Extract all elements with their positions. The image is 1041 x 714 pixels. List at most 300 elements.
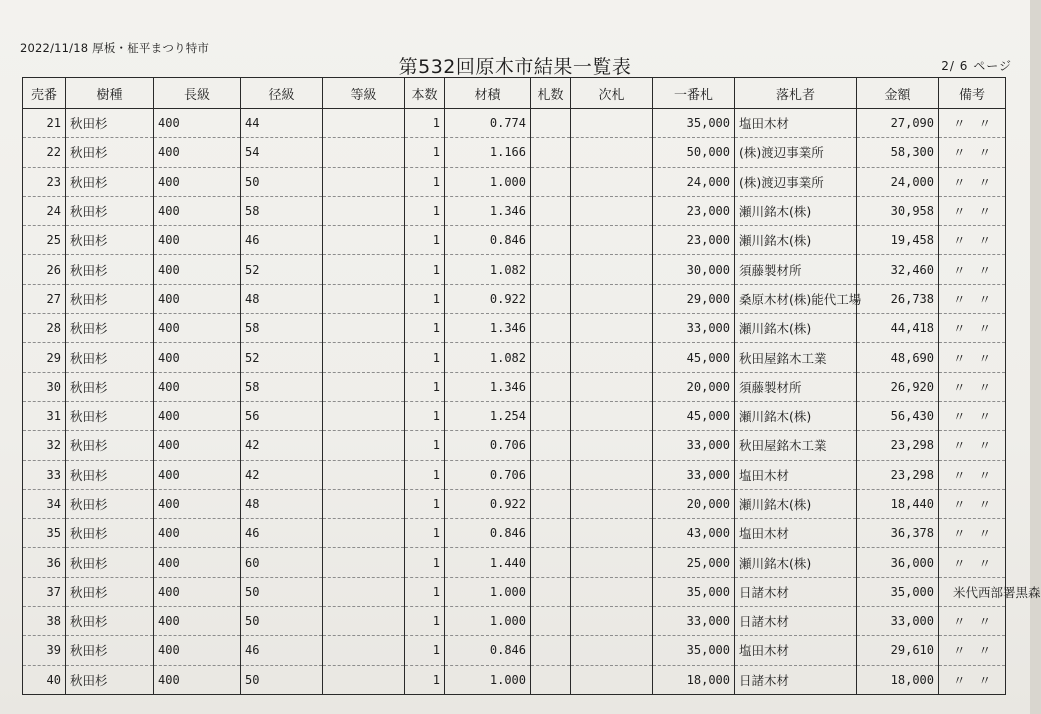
cell-next	[571, 636, 653, 665]
cell-grade	[323, 519, 405, 548]
cell-volume: 0.846	[445, 226, 531, 255]
cell-first: 33,000	[653, 431, 735, 460]
cell-species: 秋田杉	[66, 431, 154, 460]
cell-note1: 〃	[953, 409, 966, 425]
cell-diameter: 50	[241, 167, 323, 196]
cell-length: 400	[154, 196, 241, 225]
note-wrapper	[943, 290, 1001, 308]
table-row	[23, 109, 1006, 138]
cell-length: 400	[154, 431, 241, 460]
cell-next	[571, 138, 653, 167]
cell-bids	[531, 255, 571, 284]
cell-note1: 〃	[953, 438, 966, 454]
cell-next	[571, 284, 653, 313]
table-row	[23, 665, 1006, 694]
cell-first: 50,000	[653, 138, 735, 167]
cell-diameter: 42	[241, 431, 323, 460]
cell-grade	[323, 226, 405, 255]
column-header: 材積	[445, 78, 531, 109]
cell-amount: 56,430	[857, 401, 939, 430]
cell-next	[571, 372, 653, 401]
cell-next	[571, 519, 653, 548]
table-row	[23, 401, 1006, 430]
cell-note1: 〃	[953, 145, 966, 161]
cell-note1: 〃	[953, 643, 966, 659]
cell-length: 400	[154, 343, 241, 372]
note-wrapper	[943, 114, 1001, 132]
cell-bids	[531, 372, 571, 401]
cell-note2: 〃	[978, 614, 991, 630]
note-wrapper	[943, 202, 1001, 220]
cell-note	[939, 401, 1006, 430]
cell-amount: 18,000	[857, 665, 939, 694]
cell-next	[571, 226, 653, 255]
column-header: 一番札	[653, 78, 735, 109]
cell-length: 400	[154, 401, 241, 430]
column-header: 樹種	[66, 78, 154, 109]
cell-note	[939, 372, 1006, 401]
cell-grade	[323, 548, 405, 577]
cell-no: 38	[23, 607, 66, 636]
cell-first: 43,000	[653, 519, 735, 548]
cell-bids	[531, 109, 571, 138]
cell-winner: 日諸木材	[735, 607, 857, 636]
cell-note2: 〃	[978, 145, 991, 161]
cell-volume: 1.346	[445, 314, 531, 343]
cell-no: 36	[23, 548, 66, 577]
cell-grade	[323, 255, 405, 284]
cell-first: 20,000	[653, 372, 735, 401]
cell-no: 30	[23, 372, 66, 401]
cell-length: 400	[154, 460, 241, 489]
cell-grade	[323, 636, 405, 665]
cell-no: 33	[23, 460, 66, 489]
cell-winner: 塩田木材	[735, 636, 857, 665]
cell-volume: 1.082	[445, 343, 531, 372]
cell-first: 45,000	[653, 401, 735, 430]
cell-note1: 〃	[953, 321, 966, 337]
cell-diameter: 50	[241, 607, 323, 636]
cell-length: 400	[154, 665, 241, 694]
cell-diameter: 46	[241, 226, 323, 255]
cell-count: 1	[405, 665, 445, 694]
cell-count: 1	[405, 636, 445, 665]
cell-amount: 44,418	[857, 314, 939, 343]
cell-grade	[323, 314, 405, 343]
cell-note	[939, 109, 1006, 138]
note-wrapper	[943, 554, 1001, 572]
cell-no: 40	[23, 665, 66, 694]
cell-diameter: 50	[241, 665, 323, 694]
cell-grade	[323, 372, 405, 401]
cell-first: 30,000	[653, 255, 735, 284]
table-row	[23, 372, 1006, 401]
column-header: 売番	[23, 78, 66, 109]
cell-note2: 〃	[978, 291, 991, 307]
cell-length: 400	[154, 226, 241, 255]
cell-grade	[323, 167, 405, 196]
cell-bids	[531, 577, 571, 606]
table-row	[23, 255, 1006, 284]
cell-no: 23	[23, 167, 66, 196]
cell-no: 37	[23, 577, 66, 606]
cell-note	[939, 138, 1006, 167]
column-header: 落札者	[735, 78, 857, 109]
column-header: 径級	[241, 78, 323, 109]
table-row	[23, 226, 1006, 255]
cell-amount: 33,000	[857, 607, 939, 636]
cell-note	[939, 431, 1006, 460]
cell-amount: 27,090	[857, 109, 939, 138]
cell-first: 35,000	[653, 577, 735, 606]
table-row	[23, 343, 1006, 372]
cell-diameter: 58	[241, 372, 323, 401]
cell-count: 1	[405, 284, 445, 313]
cell-winner: 瀬川銘木(株)	[735, 314, 857, 343]
cell-note1: 〃	[953, 497, 966, 512]
cell-grade	[323, 489, 405, 518]
results-table	[22, 77, 1041, 695]
cell-note	[939, 548, 1006, 577]
note-wrapper	[943, 378, 1001, 396]
cell-bids	[531, 607, 571, 636]
cell-note1: 〃	[953, 233, 966, 249]
cell-no: 21	[23, 109, 66, 138]
cell-note2: 黒森	[1015, 584, 1041, 600]
cell-count: 1	[405, 519, 445, 548]
cell-no: 26	[23, 255, 66, 284]
note-wrapper	[943, 319, 1001, 337]
cell-length: 400	[154, 138, 241, 167]
cell-note	[939, 167, 1006, 196]
cell-first: 18,000	[653, 665, 735, 694]
cell-grade	[323, 401, 405, 430]
cell-length: 400	[154, 489, 241, 518]
cell-next	[571, 343, 653, 372]
cell-species: 秋田杉	[66, 284, 154, 313]
cell-bids	[531, 314, 571, 343]
note-wrapper	[943, 583, 1041, 601]
cell-bids	[531, 284, 571, 313]
cell-volume: 1.254	[445, 401, 531, 430]
cell-amount: 23,298	[857, 460, 939, 489]
cell-note2: 〃	[978, 350, 991, 366]
cell-amount: 24,000	[857, 167, 939, 196]
cell-note1: 〃	[953, 467, 966, 483]
column-header: 長級	[154, 78, 241, 109]
cell-diameter: 54	[241, 138, 323, 167]
cell-note	[939, 607, 1006, 636]
cell-first: 45,000	[653, 343, 735, 372]
cell-note2: 〃	[978, 672, 991, 688]
cell-note1: 〃	[953, 614, 966, 630]
cell-first: 24,000	[653, 167, 735, 196]
cell-winner: 塩田木材	[735, 460, 857, 489]
cell-note	[939, 343, 1006, 372]
cell-note2: 〃	[978, 321, 991, 337]
cell-note2: 〃	[978, 438, 991, 454]
note-wrapper	[943, 524, 1001, 542]
cell-amount: 29,610	[857, 636, 939, 665]
note-wrapper	[943, 261, 1001, 279]
cell-no: 29	[23, 343, 66, 372]
cell-length: 400	[154, 167, 241, 196]
cell-amount: 36,000	[857, 548, 939, 577]
cell-next	[571, 577, 653, 606]
cell-note	[939, 314, 1006, 343]
cell-diameter: 52	[241, 255, 323, 284]
cell-length: 400	[154, 577, 241, 606]
cell-amount: 36,378	[857, 519, 939, 548]
cell-next	[571, 255, 653, 284]
cell-volume: 1.346	[445, 196, 531, 225]
cell-winner: 瀬川銘木(株)	[735, 226, 857, 255]
cell-note2: 〃	[978, 497, 991, 512]
cell-next	[571, 665, 653, 694]
cell-grade	[323, 343, 405, 372]
cell-note	[939, 196, 1006, 225]
cell-length: 400	[154, 519, 241, 548]
cell-grade	[323, 431, 405, 460]
cell-species: 秋田杉	[66, 167, 154, 196]
table-row	[23, 519, 1006, 548]
note-wrapper	[943, 143, 1001, 161]
cell-grade	[323, 665, 405, 694]
cell-note2: 〃	[978, 233, 991, 249]
cell-count: 1	[405, 196, 445, 225]
cell-volume: 1.346	[445, 372, 531, 401]
cell-first: 35,000	[653, 636, 735, 665]
cell-volume: 0.846	[445, 519, 531, 548]
cell-note2: 〃	[978, 526, 991, 542]
cell-no: 35	[23, 519, 66, 548]
cell-species: 秋田杉	[66, 577, 154, 606]
cell-note	[939, 519, 1006, 548]
cell-note	[939, 636, 1006, 665]
column-header: 等級	[323, 78, 405, 109]
note-wrapper	[943, 349, 1001, 367]
table-row	[23, 284, 1006, 313]
cell-next	[571, 401, 653, 430]
cell-bids	[531, 636, 571, 665]
column-header: 札数	[531, 78, 571, 109]
cell-winner: 秋田屋銘木工業	[735, 431, 857, 460]
cell-volume: 0.922	[445, 284, 531, 313]
cell-count: 1	[405, 607, 445, 636]
table-row	[23, 577, 1006, 606]
cell-volume: 0.706	[445, 460, 531, 489]
cell-note1: 〃	[953, 555, 966, 571]
cell-species: 秋田杉	[66, 519, 154, 548]
cell-diameter: 48	[241, 284, 323, 313]
cell-diameter: 58	[241, 314, 323, 343]
cell-bids	[531, 548, 571, 577]
cell-count: 1	[405, 431, 445, 460]
cell-diameter: 48	[241, 489, 323, 518]
table-row	[23, 548, 1006, 577]
note-wrapper	[943, 407, 1001, 425]
cell-count: 1	[405, 577, 445, 606]
cell-grade	[323, 196, 405, 225]
cell-no: 27	[23, 284, 66, 313]
note-wrapper	[943, 436, 1001, 454]
cell-count: 1	[405, 255, 445, 284]
cell-grade	[323, 460, 405, 489]
cell-first: 23,000	[653, 226, 735, 255]
cell-next	[571, 196, 653, 225]
cell-diameter: 50	[241, 577, 323, 606]
cell-winner: 須藤製材所	[735, 372, 857, 401]
cell-volume: 1.440	[445, 548, 531, 577]
cell-winner: 瀬川銘木(株)	[735, 548, 857, 577]
cell-grade	[323, 138, 405, 167]
table-row	[23, 489, 1006, 518]
cell-species: 秋田杉	[66, 607, 154, 636]
cell-note2: 〃	[978, 116, 991, 132]
cell-note2: 〃	[978, 555, 991, 571]
cell-note1: 〃	[953, 291, 966, 307]
cell-note2: 〃	[978, 204, 991, 220]
cell-first: 33,000	[653, 460, 735, 489]
cell-species: 秋田杉	[66, 255, 154, 284]
table-row	[23, 636, 1006, 665]
cell-note1: 〃	[953, 204, 966, 220]
cell-no: 24	[23, 196, 66, 225]
table-row	[23, 196, 1006, 225]
cell-no: 31	[23, 401, 66, 430]
cell-note	[939, 226, 1006, 255]
cell-count: 1	[405, 226, 445, 255]
cell-volume: 0.706	[445, 431, 531, 460]
cell-amount: 30,958	[857, 196, 939, 225]
cell-first: 33,000	[653, 607, 735, 636]
cell-length: 400	[154, 255, 241, 284]
column-header: 備考	[939, 78, 1006, 109]
cell-amount: 58,300	[857, 138, 939, 167]
cell-next	[571, 489, 653, 518]
cell-winner: 秋田屋銘木工業	[735, 343, 857, 372]
cell-next	[571, 460, 653, 489]
cell-bids	[531, 343, 571, 372]
cell-no: 39	[23, 636, 66, 665]
cell-no: 25	[23, 226, 66, 255]
cell-next	[571, 109, 653, 138]
cell-count: 1	[405, 372, 445, 401]
cell-no: 32	[23, 431, 66, 460]
cell-winner: 日諸木材	[735, 665, 857, 694]
cell-bids	[531, 226, 571, 255]
cell-amount: 35,000	[857, 577, 939, 606]
cell-note1: 〃	[953, 116, 966, 132]
document-meta: 2022/11/18 厚板・柾平まつり特市	[20, 41, 210, 55]
cell-volume: 0.846	[445, 636, 531, 665]
cell-winner: 須藤製材所	[735, 255, 857, 284]
cell-volume: 1.166	[445, 138, 531, 167]
note-wrapper	[943, 466, 1001, 484]
cell-note1: 〃	[953, 350, 966, 366]
cell-diameter: 46	[241, 519, 323, 548]
table-row	[23, 607, 1006, 636]
cell-length: 400	[154, 109, 241, 138]
cell-winner: 桑原木材(株)能代工場	[735, 284, 857, 313]
cell-winner: (株)渡辺事業所	[735, 167, 857, 196]
cell-amount: 32,460	[857, 255, 939, 284]
cell-winner: 塩田木材	[735, 109, 857, 138]
cell-note	[939, 665, 1006, 694]
cell-amount: 26,920	[857, 372, 939, 401]
cell-count: 1	[405, 548, 445, 577]
cell-species: 秋田杉	[66, 343, 154, 372]
cell-grade	[323, 577, 405, 606]
cell-note2: 〃	[978, 174, 991, 190]
note-wrapper	[943, 173, 1001, 191]
cell-note1: 〃	[953, 262, 966, 278]
cell-winner: (株)渡辺事業所	[735, 138, 857, 167]
cell-no: 22	[23, 138, 66, 167]
table-row	[23, 460, 1006, 489]
note-wrapper	[943, 671, 1001, 689]
cell-winner: 瀬川銘木(株)	[735, 401, 857, 430]
cell-note1: 米代西部署	[953, 584, 1016, 600]
column-header: 次札	[571, 78, 653, 109]
cell-count: 1	[405, 401, 445, 430]
cell-count: 1	[405, 109, 445, 138]
cell-volume: 1.000	[445, 167, 531, 196]
cell-note2: 〃	[978, 643, 991, 659]
table-row	[23, 138, 1006, 167]
cell-species: 秋田杉	[66, 489, 154, 518]
cell-bids	[531, 665, 571, 694]
cell-species: 秋田杉	[66, 401, 154, 430]
cell-diameter: 42	[241, 460, 323, 489]
cell-next	[571, 431, 653, 460]
cell-length: 400	[154, 636, 241, 665]
cell-note1: 〃	[953, 672, 966, 688]
cell-species: 秋田杉	[66, 109, 154, 138]
note-wrapper	[943, 641, 1001, 659]
cell-count: 1	[405, 489, 445, 518]
cell-volume: 0.774	[445, 109, 531, 138]
note-wrapper	[943, 231, 1001, 249]
cell-bids	[531, 167, 571, 196]
cell-first: 20,000	[653, 489, 735, 518]
cell-next	[571, 167, 653, 196]
cell-note1: 〃	[953, 174, 966, 190]
column-header: 金額	[857, 78, 939, 109]
cell-bids	[531, 519, 571, 548]
cell-count: 1	[405, 460, 445, 489]
cell-next	[571, 548, 653, 577]
cell-amount: 18,440	[857, 489, 939, 518]
cell-note	[939, 284, 1006, 313]
cell-count: 1	[405, 138, 445, 167]
cell-note2: 〃	[978, 379, 991, 395]
cell-next	[571, 607, 653, 636]
cell-bids	[531, 489, 571, 518]
table-row	[23, 431, 1006, 460]
cell-note2: 〃	[978, 409, 991, 425]
cell-note2: 〃	[978, 467, 991, 483]
page-number: 2/ 6 ページ	[941, 59, 1012, 73]
cell-winner: 日諸木材	[735, 577, 857, 606]
cell-count: 1	[405, 314, 445, 343]
cell-note	[939, 460, 1006, 489]
cell-diameter: 44	[241, 109, 323, 138]
cell-note	[939, 255, 1006, 284]
cell-species: 秋田杉	[66, 460, 154, 489]
cell-species: 秋田杉	[66, 636, 154, 665]
cell-note2: 〃	[978, 262, 991, 278]
